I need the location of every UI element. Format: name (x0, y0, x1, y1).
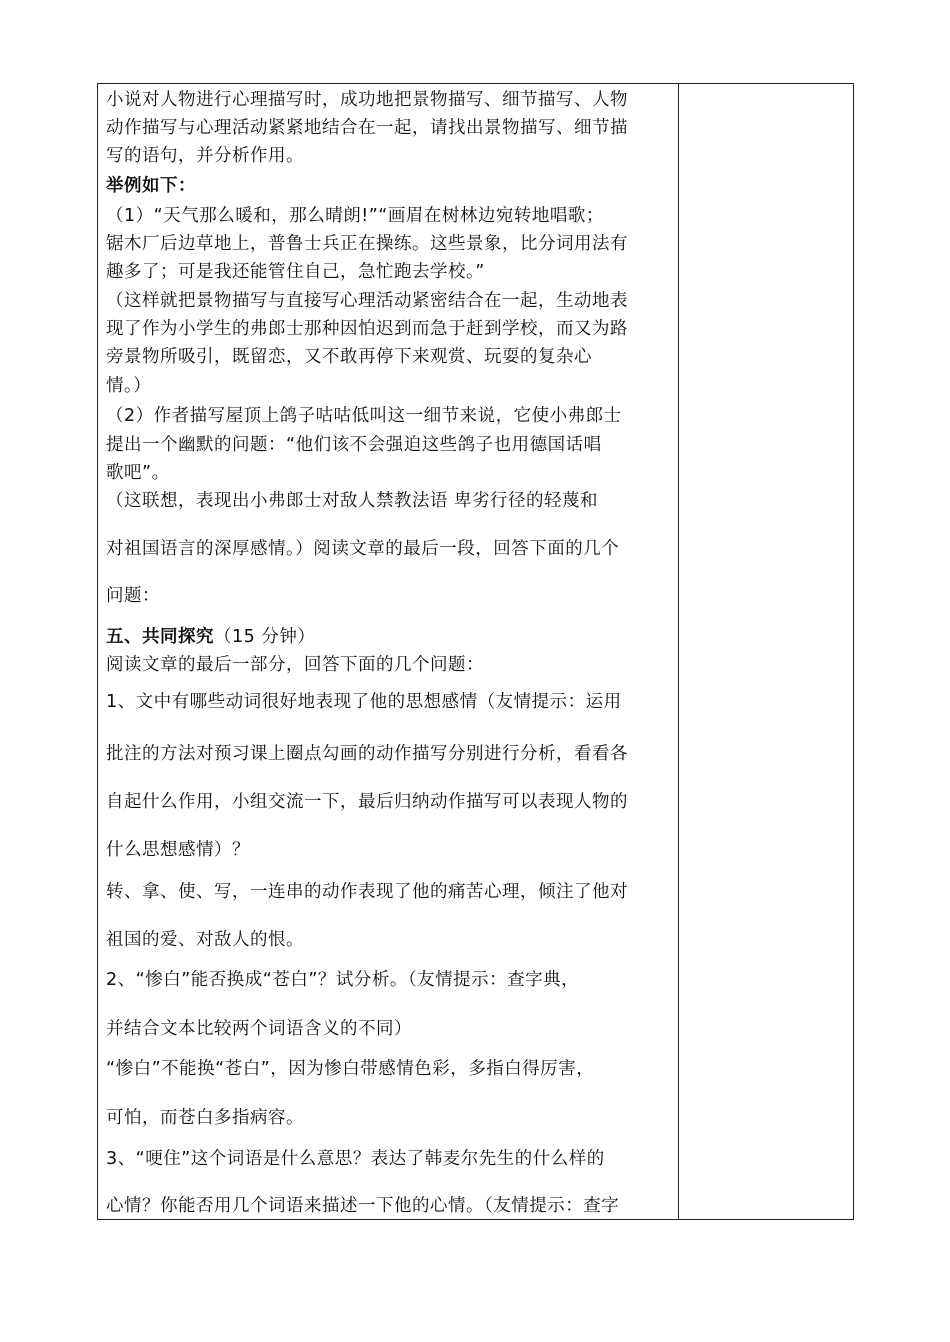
text-line: 自起什么作用，小组交流一下，最后归纳动作描写可以表现人物的 (106, 792, 628, 812)
column-divider (678, 84, 679, 1219)
section-heading (106, 626, 315, 648)
text-line: 提出一个幽默的问题：“他们该不会强迫这些鸽子也用德国话唱 (106, 435, 602, 455)
text-line: 什么思想感情）？ (106, 840, 250, 860)
text-line: 对祖国语言的深厚感情。）阅读文章的最后一段，回答下面的几个 (106, 539, 620, 559)
text-line: 现了作为小学生的弗郎士那种因怕迟到而急于赶到学校，而又为路 (106, 319, 628, 339)
lesson-table (97, 83, 854, 1220)
text-line: 阅读文章的最后一部分，回答下面的几个问题： (106, 655, 484, 675)
text-line: （这样就把景物描写与直接写心理活动紧密结合在一起，生动地表 (106, 291, 628, 311)
text-line: 2、“惨白”能否换成“苍白”？试分析。（友情提示：查字典， (106, 970, 580, 990)
text-line: 转、拿、使、写，一连串的动作表现了他的痛苦心理，倾注了他对 (106, 882, 628, 902)
example-heading: 举例如下： (106, 176, 196, 196)
text-line: 并结合文本比较两个词语含义的不同） (106, 1019, 412, 1039)
text-line: 写的语句，并分析作用。 (106, 146, 304, 166)
text-line: 歌吧”。 (106, 463, 170, 483)
text-line: 祖国的爱、对敌人的恨。 (106, 930, 304, 950)
text-line: 1、文中有哪些动词很好地表现了他的思想感情（友情提示：运用 (106, 692, 622, 712)
text-line: 小说对人物进行心理描写时，成功地把景物描写、细节描写、人物 (106, 90, 628, 110)
text-line: 情。） (106, 376, 152, 396)
text-line: 问题： (106, 586, 160, 606)
text-line: 旁景物所吸引，既留恋，又不敢再停下来观赏、玩耍的复杂心 (106, 347, 592, 367)
text-line: 批注的方法对预习课上圈点勾画的动作描写分别进行分析，看看各 (106, 744, 628, 764)
section-duration: （15 分钟） (214, 627, 316, 647)
text-line: （1）“天气那么暖和，那么晴朗!”“画眉在树林边宛转地唱歌； (106, 206, 604, 226)
text-line: “惨白”不能换“苍白”，因为惨白带感情色彩，多指白得厉害， (106, 1059, 595, 1079)
text-line: 3、“哽住”这个词语是什么意思？表达了韩麦尔先生的什么样的 (106, 1149, 605, 1169)
text-line: （这联想，表现出小弗郎士对敌人禁教法语 卑劣行径的轻蔑和 (106, 491, 599, 511)
text-line: 锯木厂后边草地上，普鲁士兵正在操练。这些景象，比分词用法有 (106, 234, 628, 254)
text-line: 可怕，而苍白多指病容。 (106, 1108, 304, 1128)
text-line: 动作描写与心理活动紧紧地结合在一起，请找出景物描写、细节描 (106, 118, 628, 138)
section-title: 五、共同探究 (106, 627, 214, 647)
text-line: 趣多了；可是我还能管住自己，急忙跑去学校。” (106, 262, 485, 282)
text-line: 心情？你能否用几个词语来描述一下他的心情。（友情提示：查字 (106, 1196, 620, 1216)
text-line: （2）作者描写屋顶上鸽子咕咕低叫这一细节来说，它使小弗郎士 (106, 406, 622, 426)
